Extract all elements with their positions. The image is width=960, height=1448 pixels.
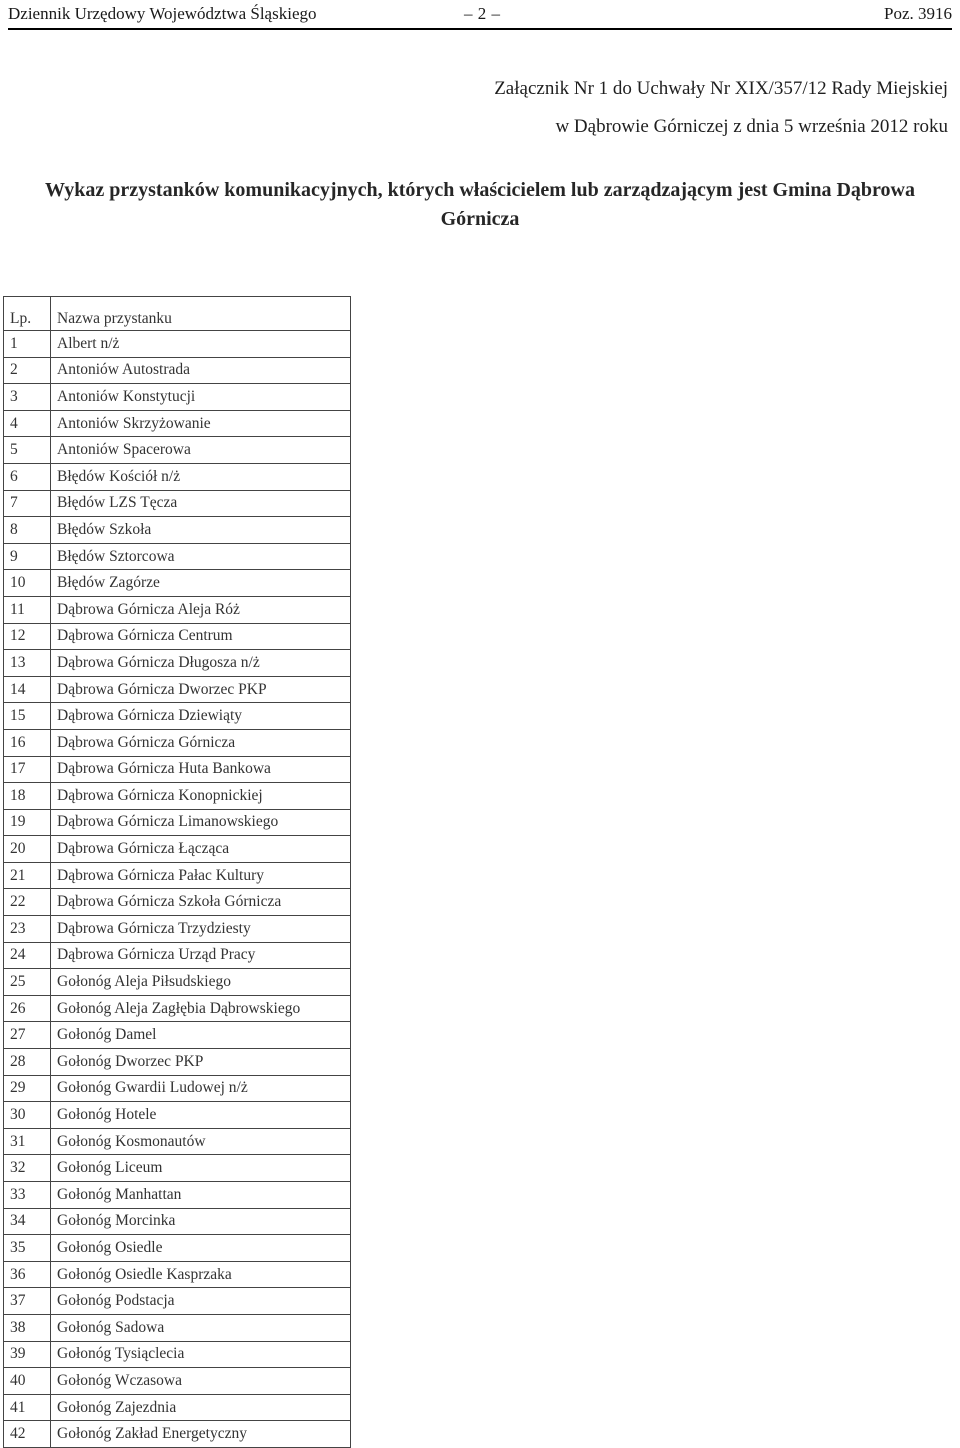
- row-number: 28: [4, 1049, 51, 1076]
- row-number: 11: [4, 596, 51, 623]
- table-row: [4, 1128, 351, 1155]
- table-row: [4, 1049, 351, 1076]
- table-row: [4, 517, 351, 544]
- table-row: [4, 331, 351, 358]
- stop-name: Dąbrowa Górnicza Huta Bankowa: [51, 756, 351, 783]
- stop-name: Dąbrowa Górnicza Limanowskiego: [51, 809, 351, 836]
- stop-name: Gołonóg Gwardii Ludowej n/ż: [51, 1075, 351, 1102]
- row-number: 16: [4, 729, 51, 756]
- stop-name: Gołonóg Hotele: [51, 1102, 351, 1129]
- row-number: 21: [4, 862, 51, 889]
- stop-name: Gołonóg Podstacja: [51, 1288, 351, 1315]
- table-row: [4, 437, 351, 464]
- journal-name: Dziennik Urzędowy Województwa Śląskiego: [8, 4, 317, 23]
- stop-name: Gołonóg Morcinka: [51, 1208, 351, 1235]
- annex-line-1: Załącznik Nr 1 do Uchwały Nr XIX/357/12 Rady Miejskiej: [494, 78, 948, 99]
- table-row: [4, 1261, 351, 1288]
- row-number: 31: [4, 1128, 51, 1155]
- table-row: [4, 703, 351, 730]
- bus-stops-table: [3, 296, 351, 1448]
- stop-name: Gołonóg Manhattan: [51, 1182, 351, 1209]
- table-row: [4, 543, 351, 570]
- stop-name: Gołonóg Liceum: [51, 1155, 351, 1182]
- table-row: [4, 809, 351, 836]
- table-row: [4, 490, 351, 517]
- table-row: [4, 729, 351, 756]
- row-number: 2: [4, 357, 51, 384]
- row-number: 10: [4, 570, 51, 597]
- row-number: 15: [4, 703, 51, 730]
- table-row: [4, 623, 351, 650]
- stop-name: Błędów LZS Tęcza: [51, 490, 351, 517]
- stop-name: Gołonóg Osiedle Kasprzaka: [51, 1261, 351, 1288]
- stop-name: Antoniów Spacerowa: [51, 437, 351, 464]
- stop-name: Dąbrowa Górnicza Pałac Kultury: [51, 862, 351, 889]
- stop-name: Antoniów Skrzyżowanie: [51, 410, 351, 437]
- table-row: [4, 1102, 351, 1129]
- row-number: 25: [4, 969, 51, 996]
- row-number: 24: [4, 942, 51, 969]
- column-header-name: Nazwa przystanku: [51, 297, 351, 331]
- table-row: [4, 463, 351, 490]
- row-number: 37: [4, 1288, 51, 1315]
- row-number: 40: [4, 1368, 51, 1395]
- stop-name: Gołonóg Tysiąclecia: [51, 1341, 351, 1368]
- row-number: 26: [4, 995, 51, 1022]
- row-number: 29: [4, 1075, 51, 1102]
- annex-line-2: w Dąbrowie Górniczej z dnia 5 września 2012 roku: [555, 116, 948, 137]
- table-row: [4, 1314, 351, 1341]
- table-row: [4, 570, 351, 597]
- table-row: [4, 1235, 351, 1262]
- stop-name: Gołonóg Wczasowa: [51, 1368, 351, 1395]
- row-number: 34: [4, 1208, 51, 1235]
- stop-name: Gołonóg Dworzec PKP: [51, 1049, 351, 1076]
- row-number: 33: [4, 1182, 51, 1209]
- table-row: [4, 650, 351, 677]
- table-body: [4, 331, 351, 1448]
- table-row: [4, 862, 351, 889]
- stop-name: Dąbrowa Górnicza Dziewiąty: [51, 703, 351, 730]
- row-number: 36: [4, 1261, 51, 1288]
- table-row: [4, 1341, 351, 1368]
- stop-name: Gołonóg Aleja Piłsudskiego: [51, 969, 351, 996]
- table-row: [4, 1368, 351, 1395]
- row-number: 8: [4, 517, 51, 544]
- row-number: 7: [4, 490, 51, 517]
- stop-name: Dąbrowa Górnicza Łącząca: [51, 836, 351, 863]
- row-number: 39: [4, 1341, 51, 1368]
- table-row: [4, 995, 351, 1022]
- table-row: [4, 836, 351, 863]
- document-title: Wykaz przystanków komunikacyjnych, których właścicielem lub zarządzającym jest Gmina Dąbrowa Górnicza: [45, 179, 915, 230]
- stop-name: Antoniów Konstytucji: [51, 384, 351, 411]
- table-row: [4, 1075, 351, 1102]
- table-row: [4, 1288, 351, 1315]
- stop-name: Gołonóg Osiedle: [51, 1235, 351, 1262]
- page-number: – 2 –: [464, 4, 501, 23]
- row-number: 5: [4, 437, 51, 464]
- row-number: 20: [4, 836, 51, 863]
- table-row: [4, 1022, 351, 1049]
- column-header-lp: Lp.: [4, 297, 51, 331]
- table-row: [4, 916, 351, 943]
- row-number: 12: [4, 623, 51, 650]
- page-header: [8, 0, 952, 30]
- row-number: 42: [4, 1421, 51, 1448]
- row-number: 35: [4, 1235, 51, 1262]
- stop-name: Albert n/ż: [51, 331, 351, 358]
- table-row: [4, 889, 351, 916]
- table-row: [4, 1182, 351, 1209]
- stop-name: Gołonóg Sadowa: [51, 1314, 351, 1341]
- row-number: 41: [4, 1394, 51, 1421]
- stop-name: Gołonóg Damel: [51, 1022, 351, 1049]
- table-row: [4, 756, 351, 783]
- row-number: 27: [4, 1022, 51, 1049]
- table-row: [4, 942, 351, 969]
- stop-name: Błędów Zagórze: [51, 570, 351, 597]
- position-number: Poz. 3916: [884, 4, 952, 23]
- table-row: [4, 1421, 351, 1448]
- row-number: 22: [4, 889, 51, 916]
- row-number: 32: [4, 1155, 51, 1182]
- row-number: 6: [4, 463, 51, 490]
- table-row: [4, 1208, 351, 1235]
- stop-name: Gołonóg Zakład Energetyczny: [51, 1421, 351, 1448]
- table-row: [4, 1155, 351, 1182]
- row-number: 38: [4, 1314, 51, 1341]
- table-row: [4, 410, 351, 437]
- table-row: [4, 357, 351, 384]
- stop-name: Błędów Kościół n/ż: [51, 463, 351, 490]
- stop-name: Dąbrowa Górnicza Konopnickiej: [51, 783, 351, 810]
- stop-name: Błędów Szkoła: [51, 517, 351, 544]
- table-row: [4, 676, 351, 703]
- stop-name: Dąbrowa Górnicza Szkoła Górnicza: [51, 889, 351, 916]
- row-number: 19: [4, 809, 51, 836]
- table-row: [4, 596, 351, 623]
- table-row: [4, 1394, 351, 1421]
- row-number: 18: [4, 783, 51, 810]
- stop-name: Gołonóg Kosmonautów: [51, 1128, 351, 1155]
- row-number: 4: [4, 410, 51, 437]
- stop-name: Gołonóg Aleja Zagłębia Dąbrowskiego: [51, 995, 351, 1022]
- stop-name: Dąbrowa Górnicza Aleja Róż: [51, 596, 351, 623]
- stop-name: Dąbrowa Górnicza Urząd Pracy: [51, 942, 351, 969]
- stop-name: Dąbrowa Górnicza Trzydziesty: [51, 916, 351, 943]
- table-header-row: [4, 297, 351, 331]
- row-number: 17: [4, 756, 51, 783]
- row-number: 9: [4, 543, 51, 570]
- row-number: 14: [4, 676, 51, 703]
- stop-name: Antoniów Autostrada: [51, 357, 351, 384]
- row-number: 1: [4, 331, 51, 358]
- row-number: 30: [4, 1102, 51, 1129]
- table-row: [4, 384, 351, 411]
- stop-name: Dąbrowa Górnicza Górnicza: [51, 729, 351, 756]
- row-number: 23: [4, 916, 51, 943]
- table-row: [4, 783, 351, 810]
- stop-name: Dąbrowa Górnicza Dworzec PKP: [51, 676, 351, 703]
- stop-name: Gołonóg Zajezdnia: [51, 1394, 351, 1421]
- row-number: 13: [4, 650, 51, 677]
- row-number: 3: [4, 384, 51, 411]
- stop-name: Dąbrowa Górnicza Centrum: [51, 623, 351, 650]
- table-row: [4, 969, 351, 996]
- stop-name: Błędów Sztorcowa: [51, 543, 351, 570]
- stop-name: Dąbrowa Górnicza Długosza n/ż: [51, 650, 351, 677]
